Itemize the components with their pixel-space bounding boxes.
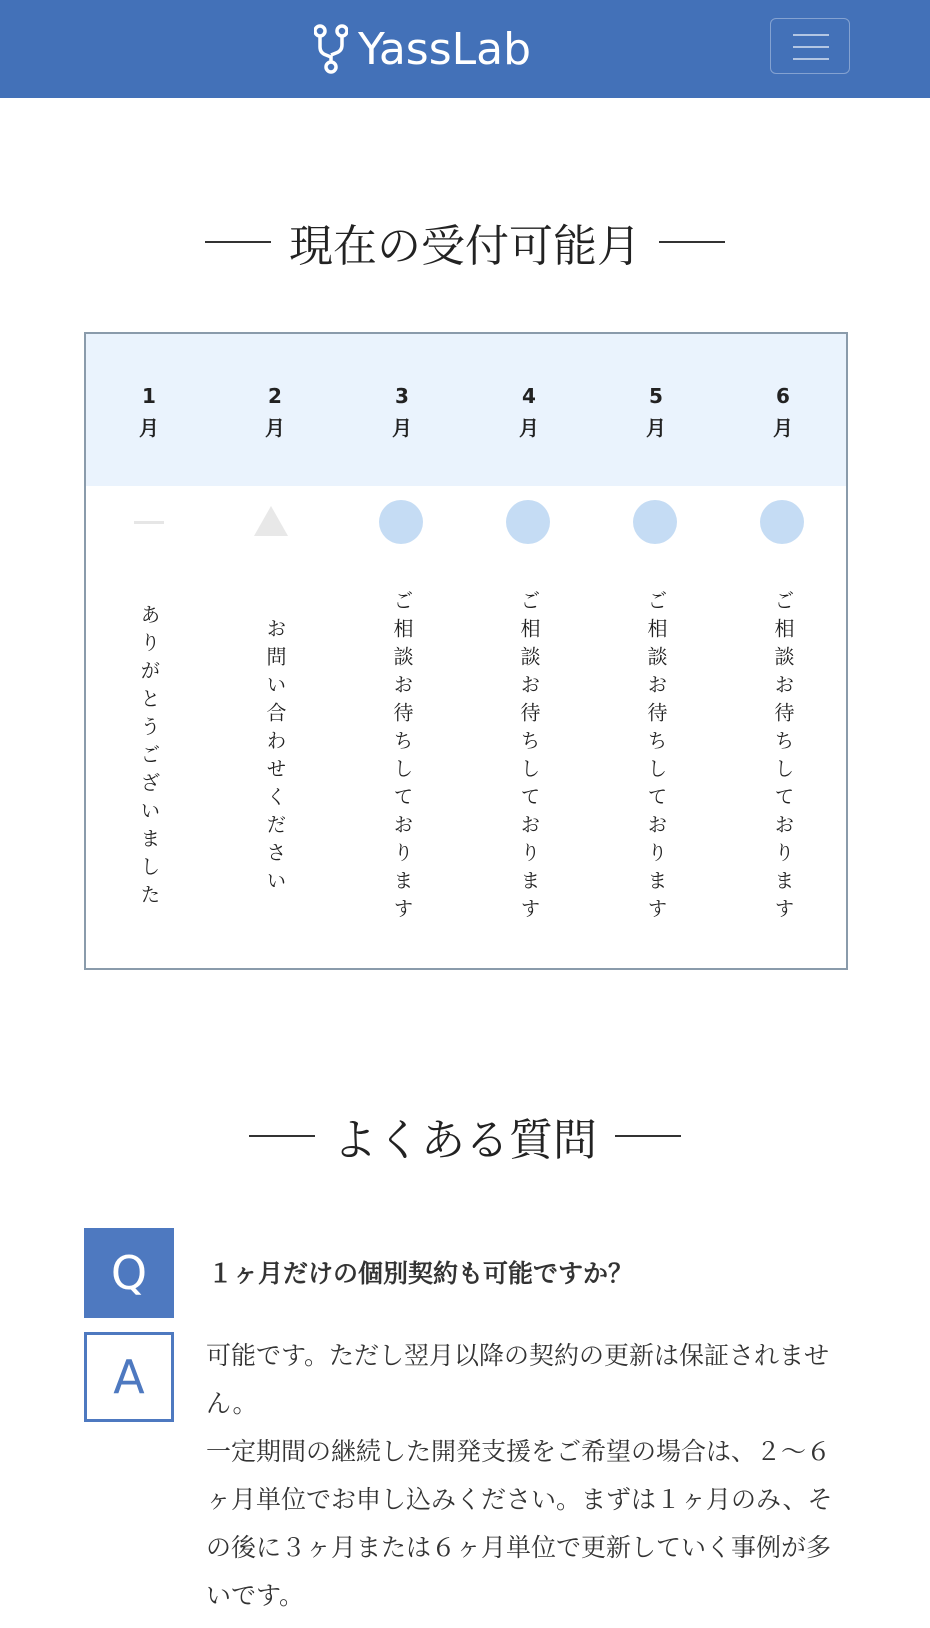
answer-badge: A <box>84 1332 174 1422</box>
circle-icon <box>506 500 550 544</box>
status-mark <box>466 500 592 546</box>
month-header: 1 月 <box>139 384 159 440</box>
status-note: ご相談お待ちしております <box>517 590 541 926</box>
hamburger-menu-button[interactable] <box>770 18 850 74</box>
faq-question: １ヶ月だけの個別契約も可能ですか？ <box>208 1259 634 1288</box>
faq-answer <box>206 1332 842 1620</box>
navbar <box>0 0 930 98</box>
month-header: 6 月 <box>773 384 793 440</box>
status-mark <box>86 500 212 546</box>
availability-calendar <box>84 332 848 970</box>
brand-logo-link[interactable] <box>314 18 531 80</box>
status-note: お問い合わせください <box>263 618 287 898</box>
status-mark <box>339 500 465 546</box>
hamburger-icon <box>793 58 829 60</box>
status-note: ご相談お待ちしております <box>771 590 795 926</box>
availability-heading <box>0 214 930 270</box>
hamburger-icon <box>793 34 829 36</box>
hamburger-icon <box>793 46 829 48</box>
status-mark <box>720 500 846 546</box>
status-note: ご相談お待ちしております <box>390 590 414 926</box>
branch-icon <box>314 23 348 75</box>
heading-rule-right <box>659 241 725 243</box>
status-mark <box>212 500 338 546</box>
question-badge: Q <box>84 1228 174 1318</box>
circle-icon <box>633 500 677 544</box>
triangle-icon <box>254 506 288 536</box>
heading-rule-left <box>249 1135 315 1137</box>
brand-name: YassLab <box>358 23 532 75</box>
availability-title: 現在の受付可能月 <box>289 221 641 272</box>
answer-paragraph: 可能です。ただし翌月以降の契約の更新は保証されません。 <box>206 1341 830 1418</box>
faq-heading <box>0 1108 930 1164</box>
status-note: ありがとうございました <box>137 604 161 912</box>
circle-icon <box>379 500 423 544</box>
month-header: 5 月 <box>646 384 666 440</box>
heading-rule-right <box>615 1135 681 1137</box>
answer-paragraph: 一定期間の継続した開発支援をご希望の場合は、２〜６ヶ月単位でお申し込みください。まずは１ヶ月のみ、その後に３ヶ月または６ヶ月単位で更新していく事例が多いです。 <box>206 1437 833 1610</box>
status-mark <box>593 500 719 546</box>
heading-rule-left <box>205 241 271 243</box>
status-note: ご相談お待ちしております <box>644 590 668 926</box>
circle-icon <box>760 500 804 544</box>
month-header: 3 月 <box>392 384 412 440</box>
month-header: 4 月 <box>519 384 539 440</box>
faq-title: よくある質問 <box>333 1115 597 1166</box>
dash-icon <box>134 521 164 524</box>
month-header: 2 月 <box>265 384 285 440</box>
